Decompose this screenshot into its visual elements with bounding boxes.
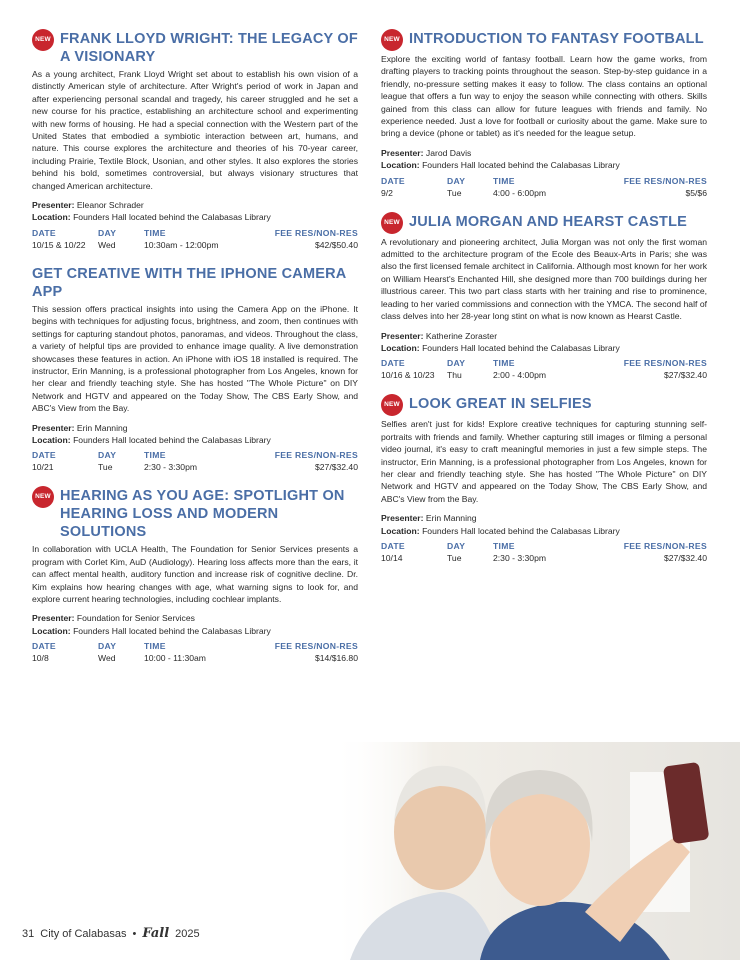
new-badge: NEW (381, 29, 403, 51)
location-text: Founders Hall located behind the Calabasas Library (422, 525, 620, 536)
course-fantasy-football (381, 30, 707, 199)
schedule-row: 10/14 Tue 2:30 - 3:30pm $27/$32.40 (381, 552, 707, 563)
location-text: Founders Hall located behind the Calabasas Library (73, 625, 271, 636)
schedule-header: DATE DAY TIME FEE RES/NON-RES (32, 641, 358, 652)
schedule-row: 10/21 Tue 2:30 - 3:30pm $27/$32.40 (32, 462, 358, 473)
location-text: Founders Hall located behind the Calabasas Library (73, 212, 271, 223)
course-selfies (381, 395, 707, 564)
page-number: 31 (22, 928, 35, 940)
schedule-header: DATE DAY TIME FEE RES/NON-RES (32, 450, 358, 461)
schedule-row: 9/2 Tue 4:00 - 6:00pm $5/$6 (381, 187, 707, 198)
course-description: As a young architect, Frank Lloyd Wright set about to establish his own vision of a distinctly American style of architecture. After Wright's period of work in Japan and after experiencing personal scandal and tragedy, his career struggled and he set a new course for his practice, establishing an architecture school and experimenting with new forms of housing. He had a special connection with the Western part of the United States that embodied a symbiotic interaction between art, humans, and nature. This course explores the architecture and theories of his 70-year career, including Prairie, Textile Block, Usonian, and other styles. It also explores the stories behind his bold, sometimes controversial, but always visionary structures that changed American architecture. (32, 69, 358, 191)
course-frank-lloyd-wright (32, 30, 358, 251)
location-label: Location: (381, 525, 420, 536)
course-title: INTRODUCTION TO FANTASY FOOTBALL (409, 31, 704, 47)
presenter-name: Foundation for Senior Services (76, 613, 195, 624)
left-column (32, 30, 358, 678)
presenter-name: Erin Manning (425, 513, 477, 524)
course-title: LOOK GREAT IN SELFIES (409, 396, 592, 413)
location-label: Location: (381, 342, 420, 353)
new-badge: NEW (381, 212, 403, 234)
right-column (381, 30, 707, 578)
location-label: Location: (32, 434, 71, 445)
course-iphone-camera (32, 265, 358, 473)
location-text: Founders Hall located behind the Calabasas Library (422, 342, 620, 353)
location-text: Founders Hall located behind the Calabasas Library (73, 434, 271, 445)
presenter-name: Katherine Zoraster (425, 330, 498, 341)
course-description: This session offers practical insights into using the Camera App on the iPhone. It begins with techniques for adjusting focus, brightness, and zoom, then continues with settings for capturing standout photos, panoramas, and videos. Throughout the class, a variety of helpful tips are provided to enhance image quality. A live demonstration showcases these features in action. An iPhone with iOS 18 installed is required. The instructor, Erin Manning, is a professional photographer from Los Angeles, known for her clear and friendly teaching style. She has hosted "The Whole Picture" on DIY Network and HGTV and appeared on the Today Show, The CBS Early Show, and ABC's View from the Bay. (32, 303, 358, 414)
course-title: GET CREATIVE WITH THE IPHONE CAMERA APP (32, 265, 346, 300)
location-label: Location: (32, 625, 71, 636)
course-julia-morgan (381, 213, 707, 382)
new-badge: NEW (381, 394, 403, 416)
course-description: A revolutionary and pioneering architect, Julia Morgan was not only the first woman admitted to the architecture program of the Ecole des Beaux-Arts in Paris; she was also the first licensed female architect in California. Although most known for her work on William Hearst's Enchanted Hill, she designed more than 700 buildings during her illustrious career. This two part class starts with her training and rise to prominence, leading to her varied commissions and connection with the YMCA. The second half of class delves into her 28-year long stint on what is now known as Hearst Castle. (381, 236, 707, 322)
course-description: Explore the exciting world of fantasy football. Learn how the game works, from drafting players to tracking points throughout the season. Step-by-step guidance in a friendly, no-pressure setting makes it easy to follow. The class contains an optional league that offers a fun way to enjoy the season while connecting with others. Skills gained from this class can allow for future leagues with friends and family. No experience needed. Just a love for football or curiosity about the game. Make sure to bring a device (phone or tablet) as it's needed for the league setup. (381, 54, 707, 139)
presenter-label: Presenter: (32, 613, 75, 624)
presenter-label: Presenter: (381, 147, 424, 158)
schedule-row: 10/15 & 10/22 Wed 10:30am - 12:00pm $42/$50.40 (32, 239, 358, 250)
course-title: FRANK LLOYD WRIGHT: THE LEGACY OF A VISIONARY (60, 31, 358, 65)
schedule-header: DATE DAY TIME FEE RES/NON-RES (381, 358, 707, 369)
new-badge: NEW (32, 486, 54, 508)
presenter-label: Presenter: (381, 513, 424, 524)
location-label: Location: (381, 160, 420, 171)
course-hearing (32, 487, 358, 664)
presenter-label: Presenter: (32, 200, 75, 211)
course-title: JULIA MORGAN AND HEARST CASTLE (409, 213, 688, 230)
presenter-label: Presenter: (381, 330, 424, 341)
season-logo: Fall (142, 926, 170, 941)
presenter-name: Eleanor Schrader (76, 200, 144, 211)
location-text: Founders Hall located behind the Calabasas Library (422, 160, 620, 171)
schedule-row: 10/16 & 10/23 Thu 2:00 - 4:00pm $27/$32.40 (381, 370, 707, 381)
selfie-couple-photo (330, 742, 740, 960)
new-badge: NEW (32, 29, 54, 51)
schedule-header: DATE DAY TIME FEE RES/NON-RES (32, 227, 358, 238)
schedule-header: DATE DAY TIME FEE RES/NON-RES (381, 540, 707, 551)
season-year: 2025 (175, 928, 200, 940)
location-label: Location: (32, 212, 71, 223)
course-description: In collaboration with UCLA Health, The Foundation for Senior Services presents a program with Corlet Kim, AuD (Audiology). Hearing loss affects more than the ears, it can affect mental health, auditory function and increase risk of cognitive decline. Dr. Kim explains how hearing changes with age, what warning signs to look for, and explore current hearing technologies, including cochlear implants. (32, 544, 358, 604)
course-description: Selfies aren't just for kids! Explore creative techniques for capturing stunning self-portraits with friends and family. Whether capturing still images or filming a personal video journal, it's easy to craft meaningful memories in just a few simple steps. The instructor, Erin Manning, is a professional photographer from Los Angeles, known for her clear and friendly teaching style. She has hosted "The Whole Picture" on DIY Network and HGTV and appeared on the Today Show, The CBS Early Show, and ABC's View from the Bay. (381, 419, 707, 504)
presenter-label: Presenter: (32, 422, 75, 433)
presenter-name: Jarod Davis (425, 147, 472, 158)
page-footer (22, 926, 200, 941)
schedule-row: 10/8 Wed 10:00 - 11:30am $14/$16.80 (32, 653, 358, 664)
city-name: City of Calabasas (40, 928, 127, 940)
footer-bullet: • (132, 928, 137, 940)
presenter-name: Erin Manning (76, 422, 128, 433)
course-title: HEARING AS YOU AGE: SPOTLIGHT ON HEARING LOSS AND MODERN SOLUTIONS (60, 488, 345, 541)
schedule-header: DATE DAY TIME FEE RES/NON-RES (381, 175, 707, 186)
